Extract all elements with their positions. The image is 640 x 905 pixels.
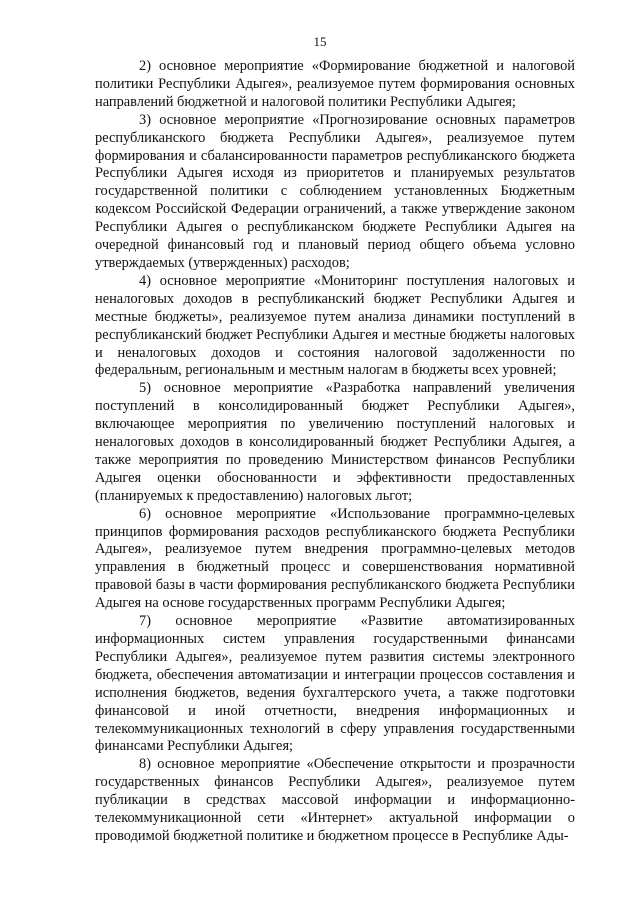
paragraph-item-7: 7) основное мероприятие «Развитие автоматизированных информационных систем управления государственными финансами Республики Адыгея», реализуемое путем развития системы электронного бюджета, обеспечения автоматизации и интеграции процессов составления и исполнения бюджетов, ведения бухгалтерского учета, а также подготовки финансовой и иной отчетности, внедрения информационных и телекоммуникационных технологий в сферу управления государственными финансами Республики Адыгея; — [95, 613, 575, 755]
paragraph-item-2: 2) основное мероприятие «Формирование бюджетной и налоговой политики Республики Адыгея», реализуемое путем формирования основных направлений бюджетной и налоговой политики Республики Адыгея; — [95, 58, 575, 110]
document-body — [95, 58, 575, 846]
paragraph-item-3: 3) основное мероприятие «Прогнозирование основных параметров республиканского бюджета Республики Адыгея», реализуемое путем формирования и сбалансированности параметров республиканского бюджета Республики Адыгея исходя из приоритетов и планируемых результатов государственной политики с соблюдением установленных Бюджетным кодексом Российской Федерации ограничений, а также утверждение законом Республики Адыгея о республиканском бюджете Республики Адыгея на очередной финансовый год и плановый период общего объема условно утверждаемых (утвержденных) расходов; — [95, 111, 575, 271]
paragraph-item-5: 5) основное мероприятие «Разработка направлений увеличения поступлений в консолидированный бюджет Республики Адыгея», включающее мероприятия по увеличению поступлений налоговых и неналоговых доходов в консолидированный бюджет Республики Адыгея, а также мероприятия по проведению Министерством финансов Республики Адыгея оценки обоснованности и эффективности предоставленных (планируемых к предоставлению) налоговых льгот; — [95, 380, 575, 504]
paragraph-item-6: 6) основное мероприятие «Использование программно-целевых принципов формирования расходов республиканского бюджета Республики Адыгея», реализуемое путем внедрения программно-целевых методов управления в бюджетный процесс и совершенствования нормативной правовой базы в части формирования республиканского бюджета Республики Адыгея на основе государственных программ Республики Адыгея; — [95, 505, 575, 612]
paragraph-item-4: 4) основное мероприятие «Мониторинг поступления налоговых и неналоговых доходов в республиканский бюджет Республики Адыгея и местные бюджеты», реализуемое путем анализа динамики поступлений в республиканский бюджет Республики Адыгея и местные бюджеты налоговых и неналоговых доходов и состояния налоговой задолженности по федеральным, региональным и местным налогам в бюджеты всех уровней; — [95, 272, 575, 379]
page-number: 15 — [313, 34, 327, 49]
paragraph-item-8: 8) основное мероприятие «Обеспечение открытости и прозрачности государственных финансов Республики Адыгея», реализуемое путем публикации в средствах массовой информации и информационно-телекоммуникационной сети «Интернет» актуальной информации о проводимой бюджетной политике и бюджетном процессе в Республике Ады- — [95, 756, 575, 844]
